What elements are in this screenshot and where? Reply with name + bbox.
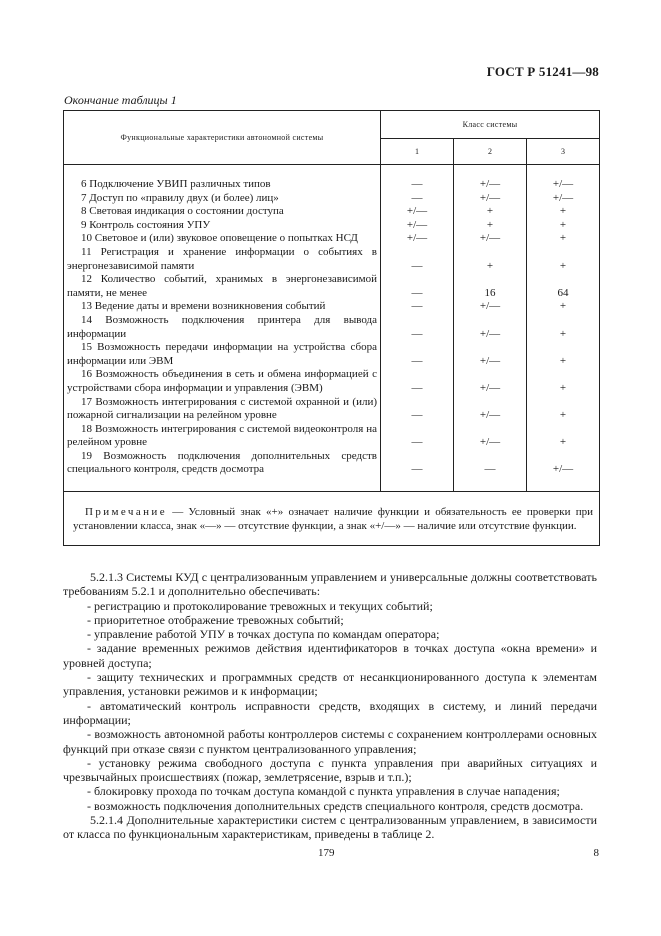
paragraph-5-2-1-3: 5.2.1.3 Системы КУД с централизованным управлением и универсальные должны соответствовать требованиям 5.2.1 и дополнительно обеспечивать: bbox=[63, 570, 597, 599]
function-name-cell bbox=[64, 232, 381, 246]
page-number: 179 bbox=[318, 847, 335, 859]
function-name: 12 Количество событий, хранимых в энергонезависимой памяти, не менее bbox=[67, 273, 377, 299]
class-1-value: — bbox=[381, 341, 454, 368]
function-name: 17 Возможность интегрирования с системой охранной и (или) пожарной сигнализации на релейном уровне bbox=[67, 395, 377, 422]
list-item: - задание временных режимов действия идентификаторов в точках доступа «окна времени» и уровней доступа; bbox=[63, 641, 597, 670]
class-1-value: +/— bbox=[381, 205, 454, 219]
function-name: 18 Возможность интегрирования с системой видеоконтроля на релейном уровне bbox=[67, 422, 377, 449]
function-name-cell bbox=[64, 314, 381, 341]
function-name: 15 Возможность передачи информации на устройства сбора информации или ЭВМ bbox=[67, 341, 377, 367]
class-2-value: +/— bbox=[454, 423, 527, 450]
list-item: - возможность автономной работы контроллеров системы с сохранением контроллерами основных функций при отказе связи с пунктом централизованного управления; bbox=[63, 727, 597, 756]
class-3-value: + bbox=[527, 232, 600, 246]
function-name-cell bbox=[64, 396, 381, 423]
class-1-value: — bbox=[381, 450, 454, 492]
table-row bbox=[64, 246, 600, 273]
class-3-value: +/— bbox=[527, 178, 600, 192]
table-row bbox=[64, 341, 600, 368]
class-2-value: + bbox=[454, 205, 527, 219]
table-note bbox=[64, 492, 600, 546]
function-name: 19 Возможность подключения дополнительных средств специального контроля, средств досмотра bbox=[67, 449, 377, 476]
function-name-cell bbox=[64, 246, 381, 273]
class-2-value: 16 bbox=[454, 273, 527, 300]
table-spacer-row bbox=[64, 165, 600, 179]
class-1-value: — bbox=[381, 368, 454, 395]
class-2-value: — bbox=[454, 450, 527, 492]
class-3-value: + bbox=[527, 246, 600, 273]
table-header-row bbox=[64, 111, 600, 139]
class-2-value: +/— bbox=[454, 300, 527, 314]
body-text bbox=[63, 570, 597, 842]
function-name-cell bbox=[64, 341, 381, 368]
class-2-value: +/— bbox=[454, 341, 527, 368]
note-label: Примечание bbox=[85, 506, 167, 519]
class-2-value: +/— bbox=[454, 178, 527, 192]
table-row bbox=[64, 396, 600, 423]
table-note-row bbox=[64, 492, 600, 546]
class-1-value: — bbox=[381, 178, 454, 192]
table-row bbox=[64, 300, 600, 314]
class-1-value: +/— bbox=[381, 219, 454, 233]
class-2-value: +/— bbox=[454, 192, 527, 206]
function-name-cell bbox=[64, 178, 381, 192]
note-text: — Условный знак «+» означает наличие функции и обязательность ее проверки при установлении класса, знак «—» — отсутствие функции, а знак «+/—» — наличие или отсутствие функции. bbox=[73, 506, 594, 533]
class-3-value: +/— bbox=[527, 192, 600, 206]
function-name-cell bbox=[64, 192, 381, 206]
function-name: 10 Световое и (или) звуковое оповещение о попытках НСД bbox=[81, 232, 358, 245]
table-caption: Окончание таблицы 1 bbox=[64, 93, 177, 107]
table-row bbox=[64, 192, 600, 206]
function-name-cell bbox=[64, 219, 381, 233]
function-name: 13 Ведение даты и времени возникновения событий bbox=[81, 300, 326, 313]
table-row bbox=[64, 368, 600, 395]
function-name: 14 Возможность подключения принтера для вывода информации bbox=[67, 313, 377, 340]
class-1-value: — bbox=[381, 314, 454, 341]
class-1-value: — bbox=[381, 396, 454, 423]
class-2-value: +/— bbox=[454, 368, 527, 395]
list-item: - автоматический контроль исправности средств, входящих в систему, и линий передачи информации; bbox=[63, 698, 597, 727]
class-3-value: +/— bbox=[527, 450, 600, 492]
list-item: - управление работой УПУ в точках доступа по командам оператора; bbox=[87, 627, 440, 642]
list-item: - установку режима свободного доступа с пункта управления при аварийных ситуациях и чрезвычайных происшествиях (пожар, землетрясение, взрыв и т.п.); bbox=[63, 755, 597, 785]
table-row bbox=[64, 423, 600, 450]
table-row bbox=[64, 205, 600, 219]
document-header: ГОСТ Р 51241—98 bbox=[486, 64, 599, 79]
class-2-value: +/— bbox=[454, 232, 527, 246]
class-3-value: + bbox=[527, 396, 600, 423]
function-name-cell bbox=[64, 300, 381, 314]
column-header-function: Функциональные характеристики автономной системы bbox=[64, 111, 381, 165]
characteristics-table bbox=[63, 110, 600, 546]
class-3-value: + bbox=[527, 368, 600, 395]
table-row bbox=[64, 314, 600, 341]
function-name-cell bbox=[64, 450, 381, 492]
class-2-value: +/— bbox=[454, 396, 527, 423]
function-name: 9 Контроль состояния УПУ bbox=[81, 218, 211, 231]
class-3-value: 64 bbox=[527, 273, 600, 300]
table-row bbox=[64, 450, 600, 492]
list-item: - приоритетное отображение тревожных событий; bbox=[87, 612, 344, 627]
class-col-1: 1 bbox=[381, 139, 454, 165]
list-item: - защиту технических и программных средств от несанкционированного доступа к элементам управления, установки режимов и к информации; bbox=[63, 670, 597, 699]
table-row bbox=[64, 178, 600, 192]
class-1-value: +/— bbox=[381, 232, 454, 246]
requirements-list bbox=[63, 599, 597, 813]
list-item: - регистрацию и протоколирование тревожных и текущих событий; bbox=[87, 598, 433, 613]
function-name: 6 Подключение УВИП различных типов bbox=[81, 178, 271, 190]
class-1-value: — bbox=[381, 273, 454, 300]
class-col-2: 2 bbox=[454, 139, 527, 165]
class-2-value: + bbox=[454, 246, 527, 273]
class-1-value: — bbox=[381, 300, 454, 314]
column-header-class: Класс системы bbox=[381, 111, 600, 139]
class-3-value: + bbox=[527, 423, 600, 450]
class-col-3: 3 bbox=[527, 139, 600, 165]
class-1-value: — bbox=[381, 246, 454, 273]
class-3-value: + bbox=[527, 341, 600, 368]
function-name: 11 Регистрация и хранение информации о событиях в энергонезависимой памяти bbox=[67, 245, 377, 272]
class-1-value: — bbox=[381, 192, 454, 206]
table-row bbox=[64, 273, 600, 300]
function-name: 16 Возможность объединения в сеть и обмена информацией с устройствами сбора информации и управления (ЭВМ) bbox=[67, 368, 377, 394]
function-name-cell bbox=[64, 273, 381, 300]
class-2-value: + bbox=[454, 219, 527, 233]
list-item: - возможность подключения дополнительных средств специального контроля, средств досмотра. bbox=[87, 798, 584, 813]
class-3-value: + bbox=[527, 300, 600, 314]
table-row bbox=[64, 219, 600, 233]
paragraph-5-2-1-4: 5.2.1.4 Дополнительные характеристики систем с централизованным управлением, в зависимости от класса по функциональным характеристикам, приведены в таблице 2. bbox=[63, 813, 597, 842]
class-3-value: + bbox=[527, 205, 600, 219]
function-name-cell bbox=[64, 205, 381, 219]
corner-number: 8 bbox=[593, 847, 599, 859]
function-name: 8 Световая индикация о состоянии доступа bbox=[81, 205, 284, 218]
class-1-value: — bbox=[381, 423, 454, 450]
table-row bbox=[64, 232, 600, 246]
function-name-cell bbox=[64, 368, 381, 395]
function-name-cell bbox=[64, 423, 381, 450]
class-3-value: + bbox=[527, 219, 600, 233]
function-name: 7 Доступ по «правилу двух (и более) лиц» bbox=[81, 191, 279, 204]
list-item: - блокировку прохода по точкам доступа командой с пункта управления в случае нападения; bbox=[87, 784, 560, 799]
class-3-value: + bbox=[527, 314, 600, 341]
class-2-value: +/— bbox=[454, 314, 527, 341]
